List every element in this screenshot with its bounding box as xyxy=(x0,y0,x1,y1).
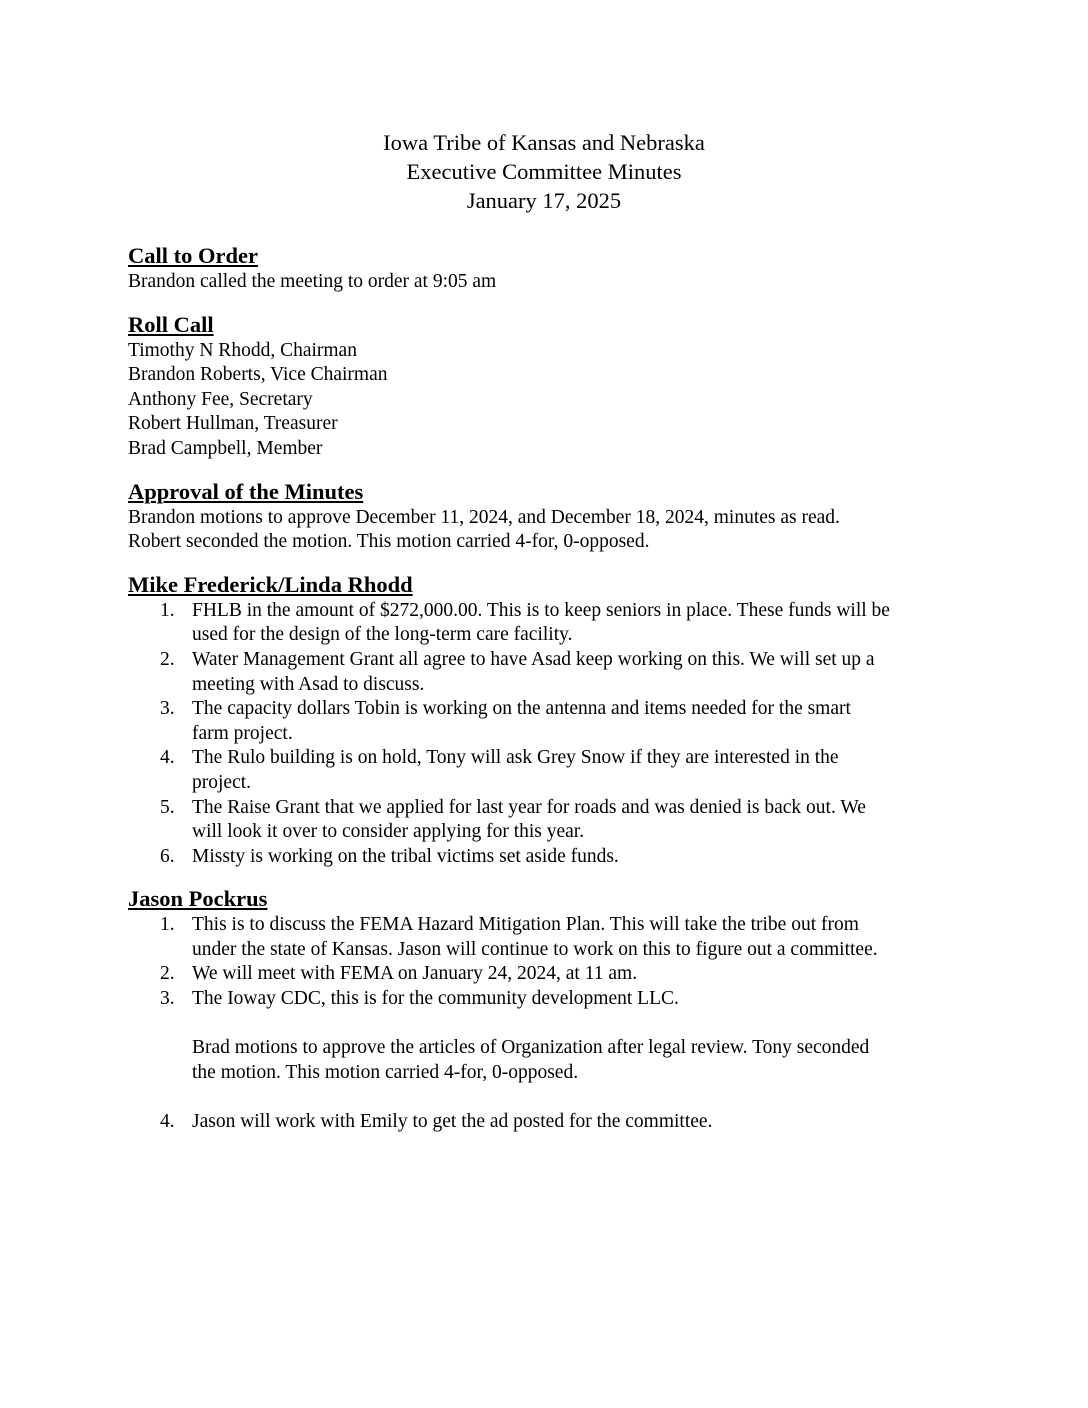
item-number: 6. xyxy=(160,845,175,867)
meeting-date: January 17, 2025 xyxy=(466,188,622,213)
roll-call-member: Brandon Roberts, Vice Chairman xyxy=(128,364,388,386)
item-number: 5. xyxy=(160,796,175,818)
item-number: 2. xyxy=(160,648,175,670)
section-call-to-order xyxy=(128,241,968,295)
item-line: The Rulo building is on hold, Tony will ask Grey Snow if they are interested in the xyxy=(192,747,839,769)
item-line: FHLB in the amount of $272,000.00. This is to keep seniors in place. These funds will be xyxy=(192,599,890,621)
section-mike-linda xyxy=(128,570,968,870)
item-line: project. xyxy=(192,771,252,793)
list-item xyxy=(128,648,968,697)
motion-line: Brad motions to approve the articles of Organization after legal review. Tony seconded xyxy=(192,1037,870,1059)
approval-line: Robert seconded the motion. This motion carried 4-for, 0-opposed. xyxy=(128,531,650,553)
item-number: 1. xyxy=(160,914,175,936)
list-item xyxy=(128,913,968,962)
motion-line: the motion. This motion carried 4-for, 0-opposed. xyxy=(192,1061,579,1083)
item-line: Jason will work with Emily to get the ad posted for the committee. xyxy=(192,1111,713,1133)
item-line: Missty is working on the tribal victims set aside funds. xyxy=(192,845,619,867)
item-number: 3. xyxy=(160,988,175,1010)
item-line: The capacity dollars Tobin is working on the antenna and items needed for the smart xyxy=(192,698,851,720)
item-line: used for the design of the long-term care facility. xyxy=(192,624,573,646)
item-line: will look it over to consider applying for this year. xyxy=(192,821,585,843)
item-line: farm project. xyxy=(192,722,293,744)
item-line: The Raise Grant that we applied for last year for roads and was denied is back out. We xyxy=(192,796,866,818)
document-title: Executive Committee Minutes xyxy=(406,159,682,184)
roll-call-member: Timothy N Rhodd, Chairman xyxy=(128,339,357,361)
item-line: Water Management Grant all agree to have Asad keep working on this. We will set up a xyxy=(192,648,875,670)
item-line: We will meet with FEMA on January 24, 2024, at 11 am. xyxy=(192,963,638,985)
roll-call-member: Anthony Fee, Secretary xyxy=(128,388,313,410)
list-item xyxy=(128,987,968,1012)
document-body xyxy=(128,241,968,1150)
section-heading: Mike Frederick/Linda Rhodd xyxy=(128,571,413,597)
list-item xyxy=(128,796,968,845)
roll-call-member: Robert Hullman, Treasurer xyxy=(128,413,338,435)
item-number: 3. xyxy=(160,698,175,720)
item-line: The Ioway CDC, this is for the community development LLC. xyxy=(192,988,679,1010)
document-header xyxy=(0,128,1088,215)
list-item xyxy=(128,599,968,648)
jason-list-continued xyxy=(128,1110,968,1135)
mike-linda-list xyxy=(128,599,968,870)
section-heading: Call to Order xyxy=(128,243,258,268)
motion-paragraph xyxy=(128,1036,968,1085)
item-line: under the state of Kansas. Jason will continue to work on this to figure out a committee. xyxy=(192,938,878,960)
item-number: 2. xyxy=(160,963,175,985)
org-name: Iowa Tribe of Kansas and Nebraska xyxy=(383,130,705,155)
item-number: 1. xyxy=(160,599,175,621)
item-number: 4. xyxy=(160,1111,175,1133)
call-to-order-text: Brandon called the meeting to order at 9:05 am xyxy=(128,271,497,292)
jason-list xyxy=(128,913,968,1011)
item-number: 4. xyxy=(160,747,175,769)
list-item xyxy=(128,962,968,987)
list-item xyxy=(128,1110,968,1135)
section-heading: Jason Pockrus xyxy=(128,886,268,912)
approval-line: Brandon motions to approve December 11, 2024, and December 18, 2024, minutes as read. xyxy=(128,506,840,528)
list-item xyxy=(128,697,968,746)
list-item xyxy=(128,845,968,870)
roll-call-member: Brad Campbell, Member xyxy=(128,437,323,459)
section-heading: Roll Call xyxy=(128,311,214,337)
section-approval-minutes xyxy=(128,477,968,555)
item-line: meeting with Asad to discuss. xyxy=(192,673,425,695)
item-line: This is to discuss the FEMA Hazard Mitigation Plan. This will take the tribe out from xyxy=(192,914,859,936)
section-heading: Approval of the Minutes xyxy=(128,478,364,504)
section-jason xyxy=(128,884,968,1134)
list-item xyxy=(128,746,968,795)
section-roll-call xyxy=(128,310,968,462)
